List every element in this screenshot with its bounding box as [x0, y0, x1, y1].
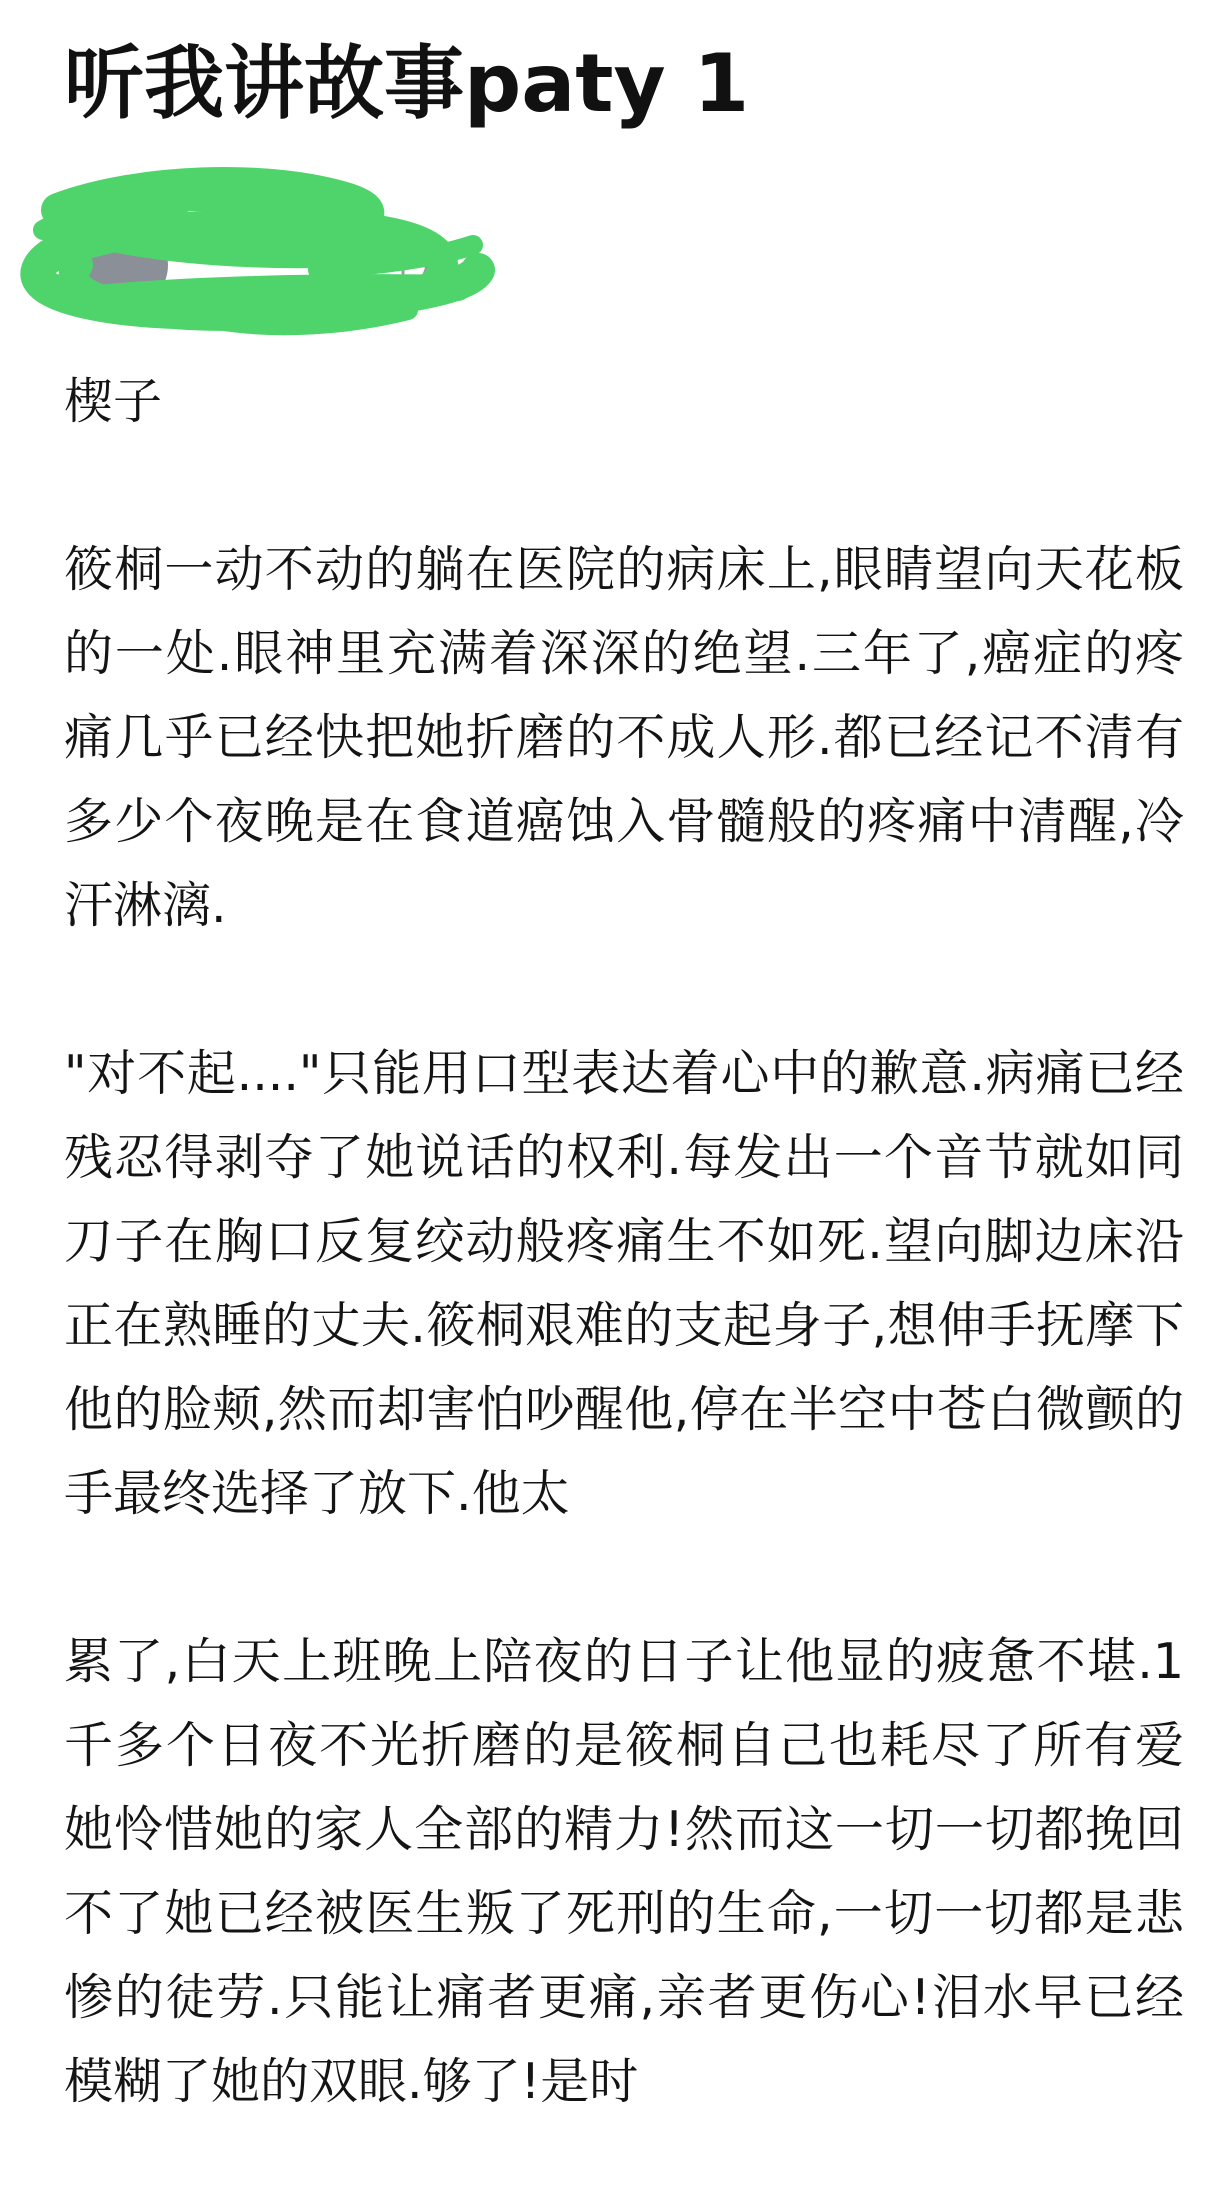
article-title: 听我讲故事paty 1 — [64, 37, 750, 130]
paragraph: "对不起...."只能用口型表达着心中的歉意.病痛已经残忍得剥夺了她说话的权利.每发出一个音节就如同刀子在胸口反复绞动般疼痛生不如死.望向脚边床沿正在熟睡的丈夫.筱桐艰难的支起身子,想伸手抚摩下他的脸颊,然而却害怕吵醒他,停在半空中苍白微颤的手最终选择了放下.他太 — [64, 1045, 1184, 1522]
redaction-scribble-icon — [18, 170, 498, 340]
paragraph-heading: 楔子 — [64, 373, 163, 430]
author-meta-redacted — [18, 170, 498, 340]
paragraph: 筱桐一动不动的躺在医院的病床上,眼睛望向天花板的一处.眼神里充满着深深的绝望.三年了,癌症的疼痛几乎已经快把她折磨的不成人形.都已经记不清有多少个夜晚是在食道癌蚀入骨髓般的疼痛中清醒,冷汗淋漓. — [64, 541, 1184, 934]
article-body — [64, 360, 1184, 2208]
paragraph: 累了,白天上班晚上陪夜的日子让他显的疲惫不堪.1千多个日夜不光折磨的是筱桐自己也耗尽了所有爱她怜惜她的家人全部的精力!然而这一切一切都挽回不了她已经被医生叛了死刑的生命,一切一切都是悲惨的徒劳.只能让痛者更痛,亲者更伤心!泪水早已经模糊了她的双眼.够了!是时 — [64, 1633, 1184, 2110]
post-date: 17 — [393, 260, 432, 295]
